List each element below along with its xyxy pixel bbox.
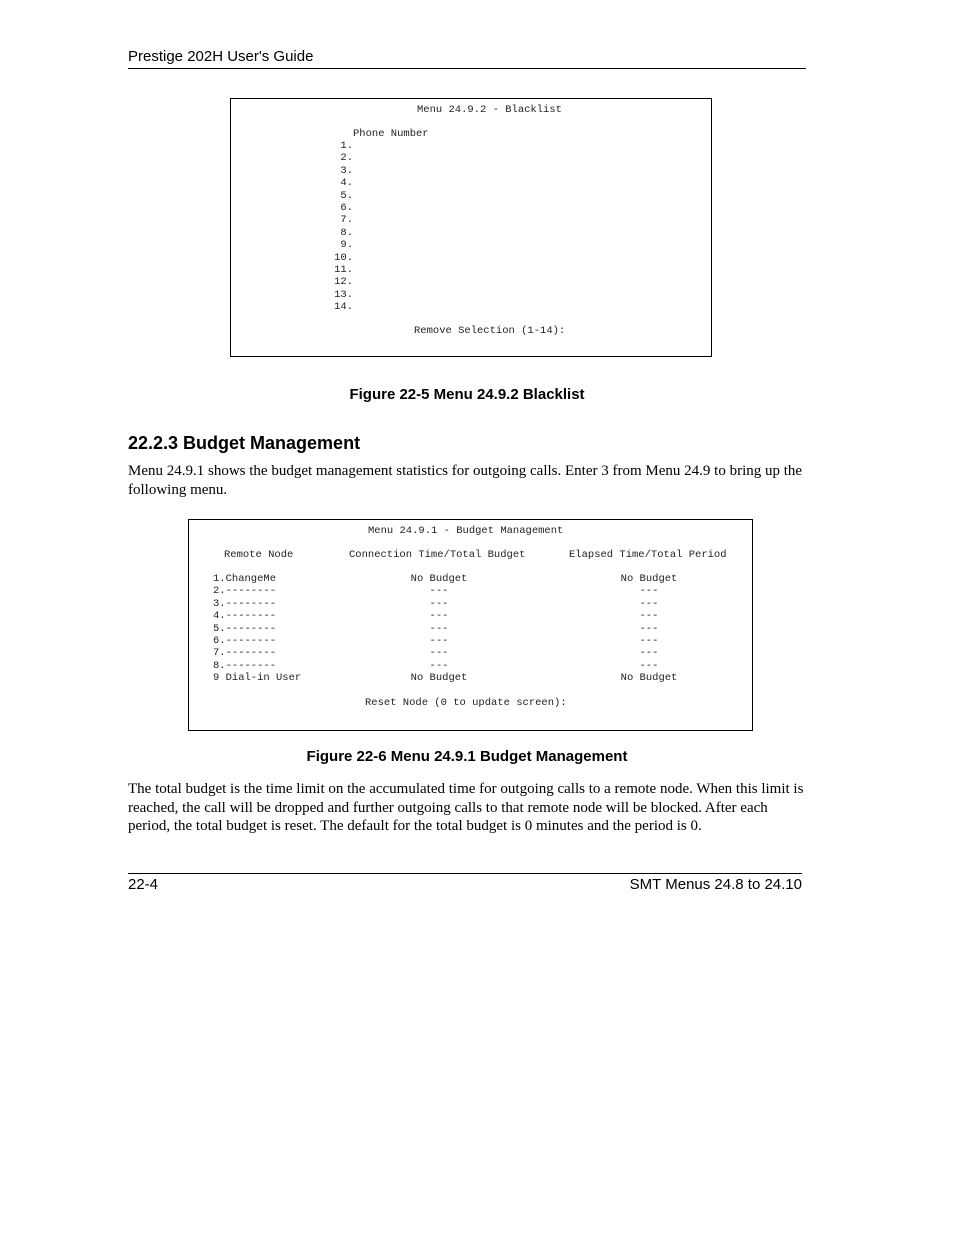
figure-caption-blacklist: Figure 22-5 Menu 24.9.2 Blacklist	[349, 386, 585, 403]
budget-row-node: 2.--------	[213, 585, 277, 598]
budget-row-connection: ---	[429, 635, 449, 647]
budget-screen	[188, 519, 753, 731]
blacklist-row: 9.	[340, 239, 353, 252]
budget-row-node: 6.--------	[213, 635, 277, 647]
blacklist-row: 4.	[340, 177, 353, 190]
budget-row-elapsed: ---	[639, 647, 659, 660]
budget-row-node: 1.ChangeMe	[213, 573, 277, 585]
reset-node-prompt: Reset Node (0 to update screen):	[365, 697, 567, 709]
budget-row-connection: ---	[429, 610, 449, 623]
blacklist-row: 5.	[340, 189, 353, 202]
blacklist-row: 14.	[334, 301, 353, 314]
phone-number-label: Phone Number	[353, 128, 429, 140]
section-heading: 22.2.3 Budget Management	[128, 433, 361, 453]
header-connection-time: Connection Time/Total Budget	[349, 549, 526, 561]
budget-row-connection: ---	[429, 647, 449, 660]
footer-page-number: 22-4	[128, 876, 159, 893]
blacklist-row: 7.	[340, 214, 353, 227]
budget-row-elapsed: ---	[639, 635, 659, 647]
remove-selection-prompt: Remove Selection (1-14):	[414, 325, 566, 337]
header-title: Prestige 202H User's Guide	[128, 48, 314, 65]
budget-row-elapsed: ---	[639, 610, 659, 623]
budget-row-connection: ---	[429, 585, 449, 598]
blacklist-row: 12.	[334, 276, 353, 289]
budget-title: Menu 24.9.1 - Budget Management	[368, 525, 564, 537]
page-header	[128, 47, 806, 69]
budget-row-node: 9 Dial-in User	[213, 672, 302, 685]
budget-row-elapsed: ---	[639, 585, 659, 598]
blacklist-row: 2.	[340, 152, 353, 165]
budget-row-elapsed: No Budget	[620, 573, 678, 585]
budget-row-connection: No Budget	[410, 672, 468, 685]
budget-row-node: 4.--------	[213, 610, 277, 623]
header-elapsed-time: Elapsed Time/Total Period	[569, 549, 727, 561]
budget-row-elapsed: ---	[639, 659, 659, 672]
blacklist-row: 11.	[334, 264, 353, 276]
blacklist-screen	[230, 98, 712, 357]
footer-chapter: SMT Menus 24.8 to 24.10	[629, 876, 802, 893]
page-footer	[128, 873, 802, 895]
blacklist-row: 1.	[340, 140, 353, 152]
budget-row-connection: ---	[429, 659, 449, 672]
blacklist-row: 6.	[340, 202, 353, 214]
budget-row-node: 5.--------	[213, 622, 277, 635]
section-intro: Menu 24.9.1 shows the budget management statistics for outgoing calls. Enter 3 from Menu 24.9 to bring up the following menu.	[128, 463, 803, 498]
budget-row-node: 7.--------	[213, 647, 277, 660]
header-remote-node: Remote Node	[224, 549, 294, 561]
budget-row-connection: ---	[429, 622, 449, 635]
blacklist-row: 13.	[334, 288, 353, 301]
blacklist-title: Menu 24.9.2 - Blacklist	[417, 104, 562, 116]
budget-row-connection: No Budget	[410, 573, 468, 585]
blacklist-row: 10.	[334, 251, 353, 264]
blacklist-row: 3.	[340, 164, 353, 177]
budget-row-elapsed: ---	[639, 597, 659, 610]
blacklist-row: 8.	[340, 226, 353, 239]
budget-row-elapsed: ---	[639, 622, 659, 635]
budget-row-node: 8.--------	[213, 659, 277, 672]
budget-row-connection: ---	[429, 597, 449, 610]
figure-caption-budget: Figure 22-6 Menu 24.9.1 Budget Management	[306, 748, 628, 765]
budget-row-node: 3.--------	[213, 597, 277, 610]
closing-paragraph: The total budget is the time limit on the accumulated time for outgoing calls to a remote node. When this limit is reached, the call will be dropped and further outgoing calls to that remote node will be blocked. After each period, the total budget is reset. The default for the total budget is 0 minutes and the period is 0.	[128, 781, 804, 834]
budget-row-elapsed: No Budget	[620, 672, 678, 685]
